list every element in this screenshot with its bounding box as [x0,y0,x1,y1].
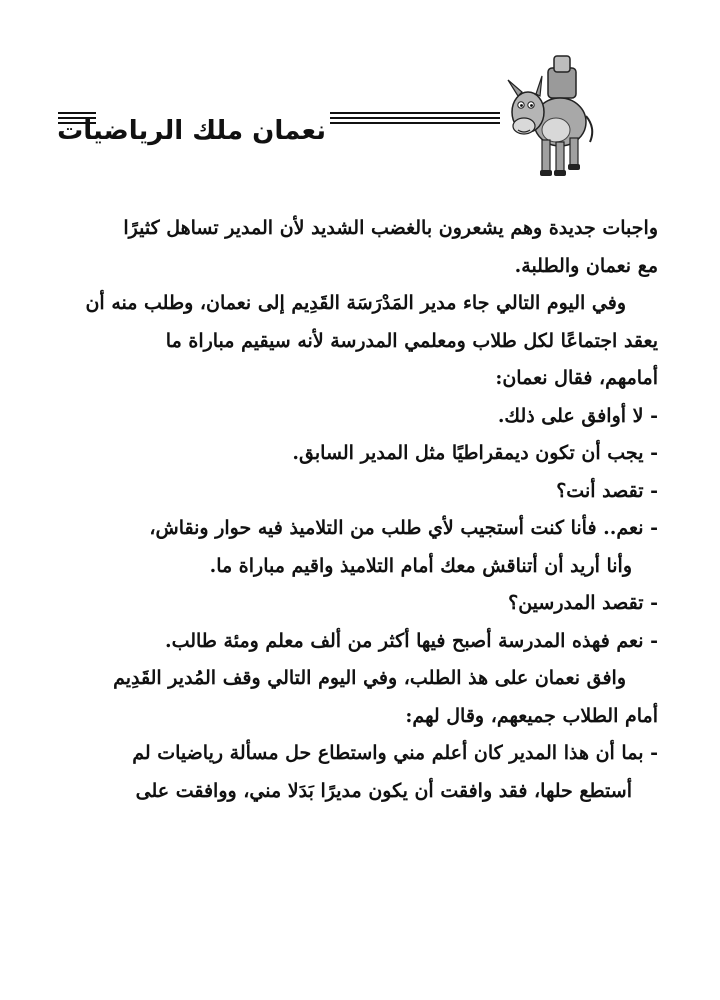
text-line: - تقصد أنت؟ [556,479,658,502]
text-line: - نعم.. فأنا كنت أستجيب لأي طلب من التلاميذ فيه حوار ونقاش، [149,517,658,539]
donkey-illustration [498,50,598,190]
text-line: - لا أوافق على ذلك. [497,404,658,427]
text-line: واجبات جديدة وهم يشعرون بالغضب الشديد لأن المدير تساهل كثيرًا [123,217,658,239]
text-line: وأنا أريد أن أتناقش معك أمام التلاميذ واقيم مباراة ما. [209,554,632,577]
text-line: أمام الطلاب جميعهم، وقال لهم: [405,704,658,727]
text-line: - تقصد المدرسين؟ [508,592,658,614]
text-line: أستطع حلها، فقد وافقت أن يكون مديرًا بَدَلا مني، ووافقت على [135,779,632,802]
title-rule-right [330,112,500,124]
story-text [58,210,658,810]
text-line: وافق نعمان على هذ الطلب، وفي اليوم التالي وقف المُدير القَدِيم [113,667,626,689]
chapter-title: نعمان ملك الرياضيات [57,116,326,147]
text-line: - يجب أن تكون ديمقراطيًا مثل المدير السابق. [292,442,658,464]
text-line: أمامهم، فقال نعمان: [495,367,658,389]
text-line: وفي اليوم التالي جاء مدير المَدْرَسَة القَدِيم إلى نعمان، وطلب منه أن [85,292,626,314]
text-line: - بما أن هذا المدير كان أعلم مني واستطاع حل مسألة رياضيات لم [132,742,658,764]
text-line: - نعم فهذه المدرسة أصبح فيها أكثر من ألف معلم ومئة طالب. [164,629,658,652]
text-line: يعقد اجتماعًا لكل طلاب ومعلمي المدرسة لأنه سيقيم مباراة ما [165,329,658,352]
text-line: مع نعمان والطلبة. [514,254,658,277]
